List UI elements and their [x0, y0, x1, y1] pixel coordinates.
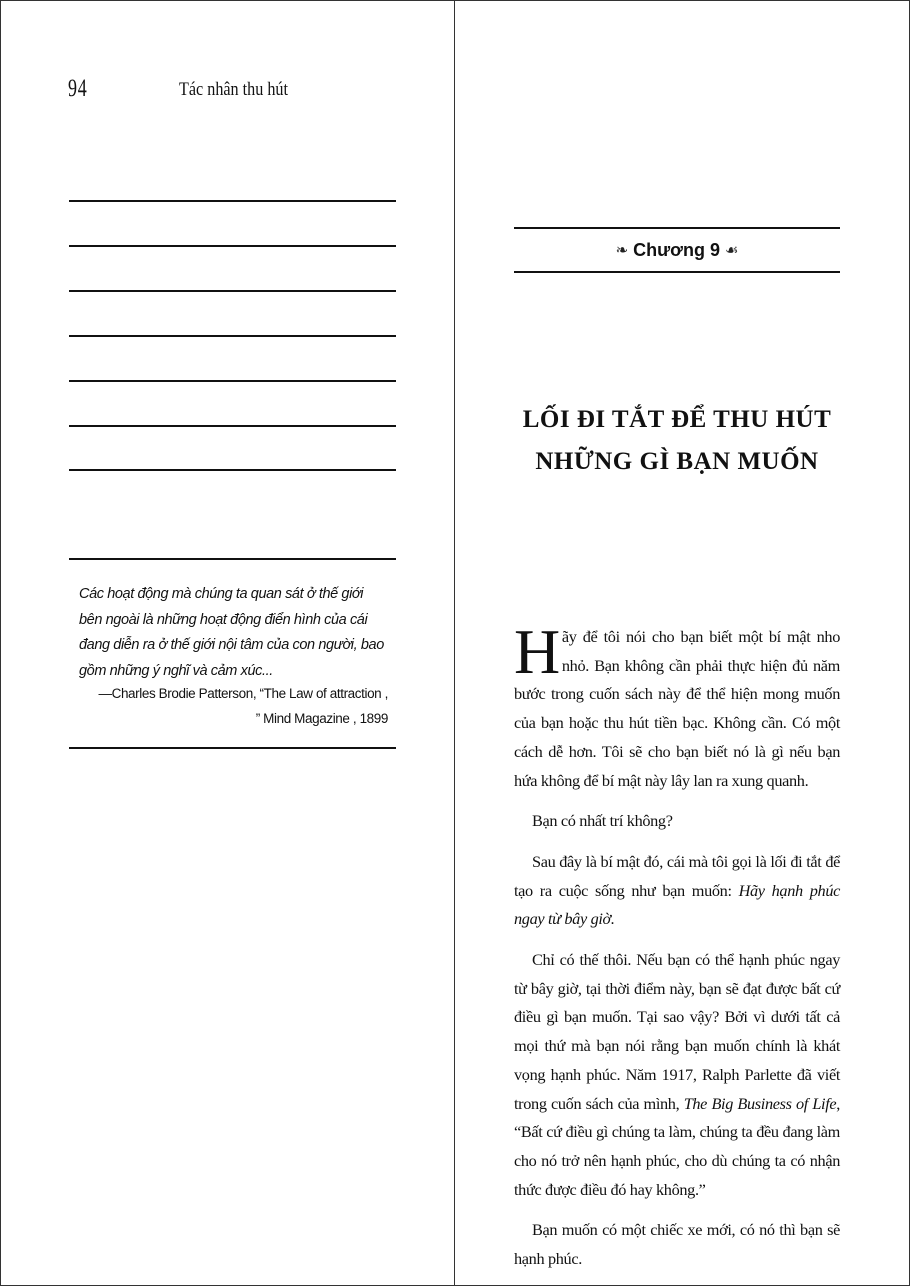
paragraph-3-text: Sau đây là bí mật đó, cái mà tôi gọi là lối đi tắt để tạo ra cuộc sống như bạn muốn:	[514, 851, 840, 900]
note-line	[69, 290, 396, 292]
book-title: The Big Business of Life	[683, 1093, 837, 1113]
chapter-title-line2: NHỮNG GÌ BẠN MUỐN	[535, 448, 819, 475]
paragraph-1	[514, 616, 840, 795]
chapter-title	[494, 399, 860, 483]
drop-cap: H	[514, 616, 560, 687]
paragraph-2: Bạn có nhất trí không?	[532, 811, 673, 831]
flourish-left-icon: ❧	[615, 242, 629, 259]
note-line	[69, 469, 396, 471]
epigraph-source	[88, 681, 388, 731]
note-line	[69, 245, 396, 247]
page-number: 94	[68, 75, 88, 102]
chapter-title-line1: LỐI ĐI TẮT ĐỂ THU HÚT	[522, 406, 832, 433]
paragraph-4	[514, 946, 840, 1204]
paragraph-4-text: Chỉ có thế thôi. Nếu bạn có thể hạnh phúc ngay từ bây giờ, tại thời điểm này, bạn sẽ đạt được bất cứ điều gì bạn muốn. Tại sao vậy? Bởi vì dưới tất cả mọi thứ mà bạn nói rằng bạn muốn chính là khát vọng hạnh phúc. Năm 1917, Ralph Parlette đã viết trong cuốn sách của mình,	[514, 950, 840, 1113]
note-line	[69, 380, 396, 382]
paragraph-1-text: ãy để tôi nói cho bạn biết một bí mật nho nhỏ. Bạn không cần phải thực hiện đủ năm bước trong cuốn sách này để thể hiện mong muốn của bạn hoặc thu hút tiền bạc. Không cần. Có một cách dễ hơn. Tôi sẽ cho bạn biết nó là gì nếu bạn hứa không để bí mật này lây lan ra xung quanh.	[514, 627, 840, 790]
chapter-label: Chương 9	[633, 239, 720, 260]
note-line	[69, 425, 396, 427]
flourish-right-icon: ☙	[724, 242, 739, 259]
chapter-heading	[514, 227, 840, 273]
right-page	[454, 0, 910, 1286]
epigraph-source-line2: ” Mind Magazine , 1899	[255, 711, 388, 726]
paragraph-5: Bạn muốn có một chiếc xe mới, có nó thì bạn sẽ hạnh phúc.	[514, 1220, 840, 1269]
paragraph-3-emphasis: Hãy hạnh phúc ngay từ bây giờ.	[514, 880, 840, 929]
paragraph-3	[514, 848, 840, 934]
epigraph-box	[69, 558, 396, 749]
epigraph-source-line1: —Charles Brodie Patterson, “The Law of attraction ,	[98, 686, 388, 701]
epigraph-text: Các hoạt động mà chúng ta quan sát ở thế giới bên ngoài là những hoạt động điển hình của cái đang diễn ra ở thế giới nội tâm của con người, bao gồm những ý nghĩ và cảm xúc...	[79, 586, 384, 679]
note-line	[69, 335, 396, 337]
running-head: Tác nhân thu hút	[179, 79, 288, 100]
paragraph-4-end: , “Bất cứ điều gì chúng ta làm, chúng ta đều đang làm cho nó trở nên hạnh phúc, cho dù chúng ta có nhận thức được điều đó hay không.”	[514, 1093, 840, 1199]
note-line	[69, 200, 396, 202]
chapter-body	[514, 616, 840, 1286]
